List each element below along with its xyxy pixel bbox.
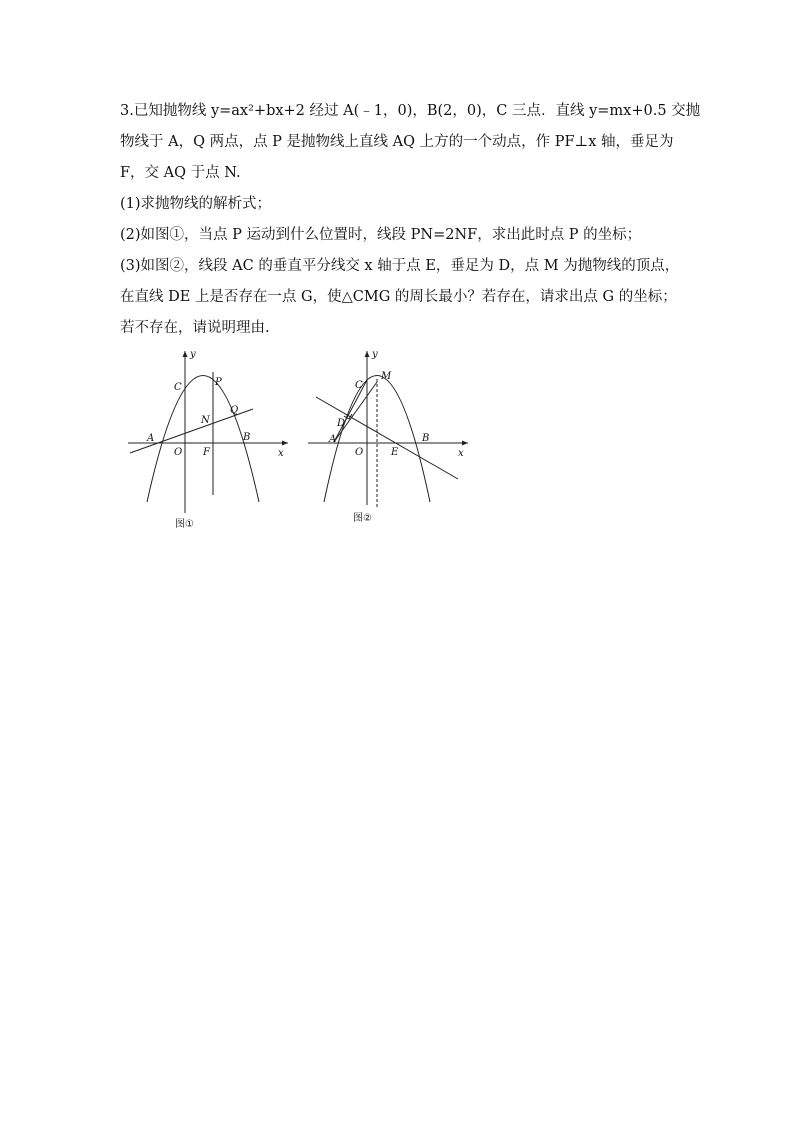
label-A: A	[329, 434, 337, 445]
figure-2-caption: 图②	[353, 513, 372, 524]
figure-1-graph	[120, 345, 300, 540]
y-axis-arrow	[183, 351, 188, 357]
figure-2-graph	[300, 345, 480, 540]
question-2: (2)如图①，当点 P 运动到什么位置时，线段 PN=2NF，求出此时点 P 的坐标；	[120, 227, 642, 243]
label-B: B	[422, 433, 430, 444]
x-axis-arrow	[282, 441, 288, 446]
figure-1	[120, 345, 300, 540]
label-B: B	[243, 432, 251, 443]
label-D: D	[337, 418, 346, 429]
label-y: y	[190, 349, 196, 360]
x-axis-arrow	[462, 441, 468, 446]
problem-line-2: 物线于 A，Q 两点，点 P 是抛物线上直线 AQ 上方的一个动点，作 PF⊥x 轴，垂足为	[120, 134, 674, 150]
label-O: O	[174, 447, 183, 458]
label-F: F	[203, 447, 210, 458]
label-x: x	[278, 448, 284, 459]
label-C: C	[174, 382, 182, 393]
figure-2	[300, 345, 480, 540]
label-x: x	[458, 448, 464, 459]
question-1: (1)求抛物线的解析式；	[120, 196, 272, 212]
label-E: E	[391, 447, 399, 458]
label-Q: Q	[230, 405, 239, 416]
label-C: C	[355, 380, 363, 391]
figure-1-caption: 图①	[175, 519, 194, 530]
problem-line-1: 3.已知抛物线 y=ax²+bx+2 经过 A(﹣1，0)，B(2，0)，C 三点．直线 y=mx+0.5 交抛	[120, 103, 701, 119]
problem-text	[120, 96, 700, 344]
label-N: N	[201, 415, 210, 426]
question-3-line-2: 在直线 DE 上是否存在一点 G，使△CMG 的周长最小？若存在，请求出点 G 的坐标；	[120, 289, 677, 305]
y-axis-arrow	[365, 351, 370, 357]
problem-line-3: F，交 AQ 于点 N.	[120, 165, 241, 181]
question-3-line-3: 若不存在，请说明理由.	[120, 320, 270, 336]
label-O: O	[355, 447, 364, 458]
label-A: A	[147, 433, 155, 444]
label-M: M	[381, 371, 392, 382]
question-3-line-1: (3)如图②，线段 AC 的垂直平分线交 x 轴于点 E，垂足为 D，点 M 为抛物线的顶点，	[120, 258, 680, 274]
label-y: y	[372, 349, 378, 360]
line-AM	[334, 382, 377, 442]
label-P: P	[215, 377, 222, 388]
